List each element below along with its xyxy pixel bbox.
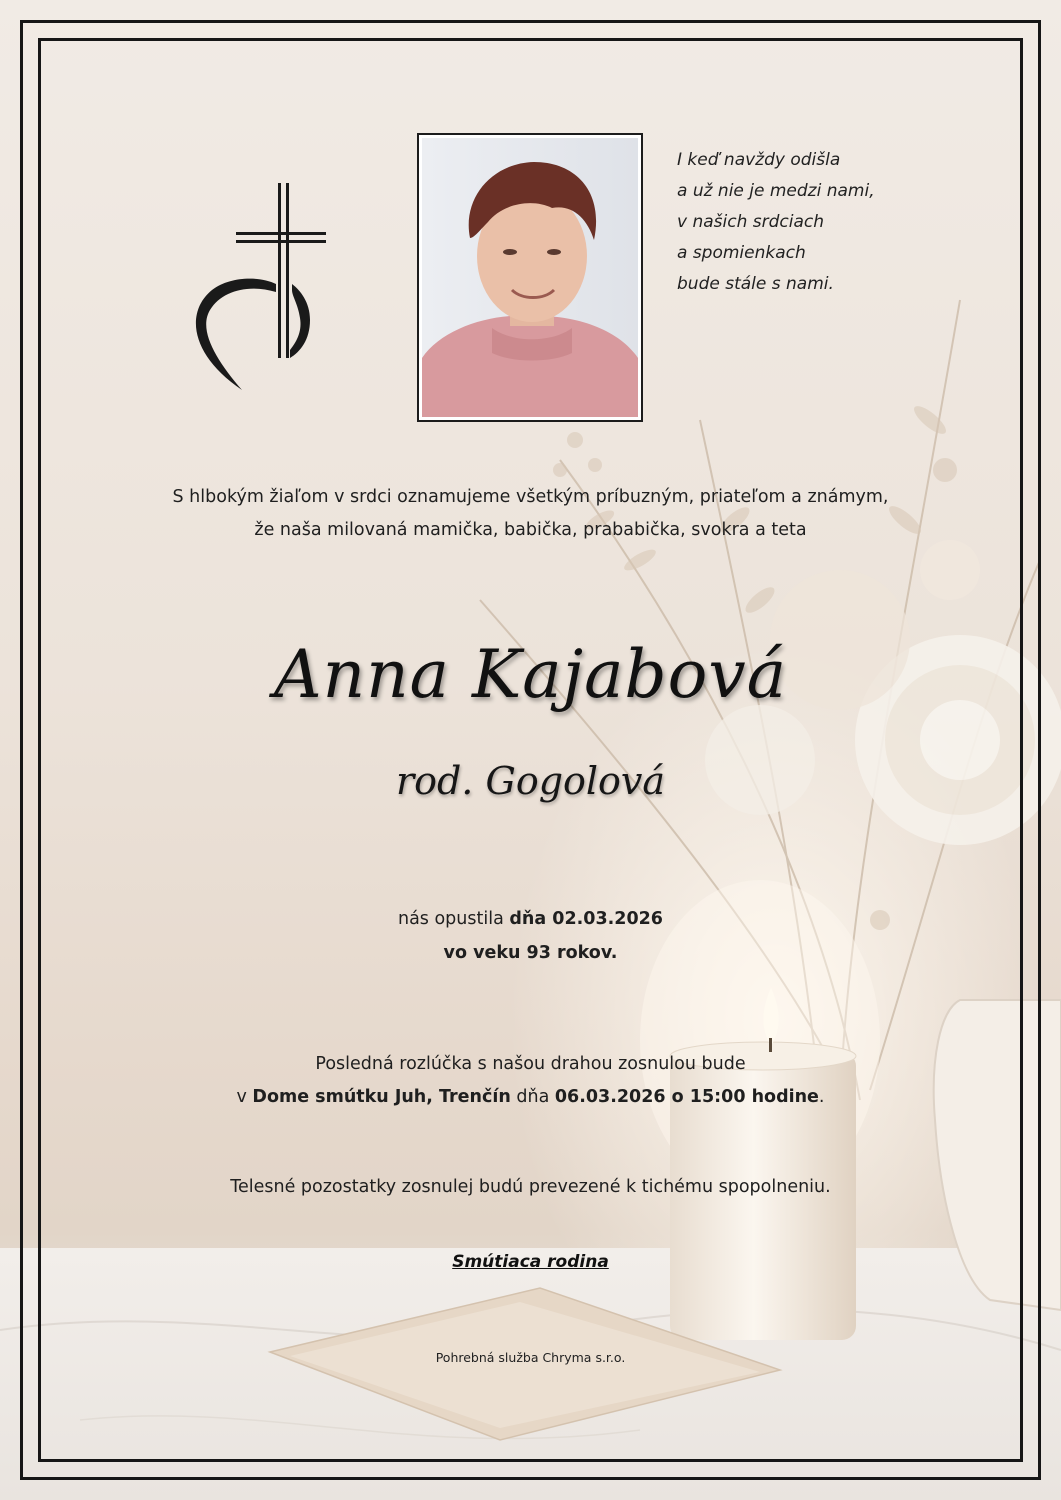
funeral-datetime: 06.03.2026 o 15:00 hodine	[554, 1087, 819, 1107]
funeral-company: Pohrebná služba Chryma s.r.o.	[435, 1350, 626, 1365]
funeral-details-line	[0, 1081, 1061, 1114]
death-age: vo veku 93 rokov.	[443, 943, 618, 963]
death-info	[0, 902, 1061, 970]
intro-text	[0, 481, 1061, 547]
poem	[677, 145, 977, 300]
family-signature: Smútiaca rodina	[452, 1252, 609, 1272]
funeral-prefix: v	[236, 1087, 253, 1107]
funeral-suffix: .	[818, 1087, 825, 1107]
maiden-name: rod. Gogolová	[395, 759, 666, 803]
portrait-image	[422, 138, 638, 417]
intro-line: S hlbokým žiaľom v srdci oznamujeme všetkým príbuzným, priateľom a známym,	[172, 487, 889, 507]
deceased-name: Anna Kajabová	[273, 636, 788, 713]
intro-line: že naša milovaná mamička, babička, prababička, svokra a teta	[254, 520, 807, 540]
poem-line: I keď navždy odišla	[677, 150, 841, 170]
poem-line: bude stále s nami.	[677, 274, 834, 294]
death-prefix: nás opustila	[397, 909, 510, 929]
funeral-line: Posledná rozlúčka s našou drahou zosnulou bude	[315, 1054, 746, 1074]
remains-note: Telesné pozostatky zosnulej budú prevezené k tichému spopolneniu.	[230, 1177, 831, 1197]
funeral-place: Dome smútku Juh, Trenčín	[252, 1087, 511, 1107]
funeral-middle: dňa	[510, 1087, 555, 1107]
poem-line: a spomienkach	[677, 243, 806, 263]
death-date-line	[0, 902, 1061, 936]
death-date: dňa 02.03.2026	[509, 909, 663, 929]
poem-line: a už nie je medzi nami,	[677, 181, 875, 201]
cross-heart-icon	[180, 180, 340, 395]
poem-line: v našich srdciach	[677, 212, 825, 232]
funeral-info	[0, 1048, 1061, 1114]
portrait-photo	[417, 133, 643, 422]
